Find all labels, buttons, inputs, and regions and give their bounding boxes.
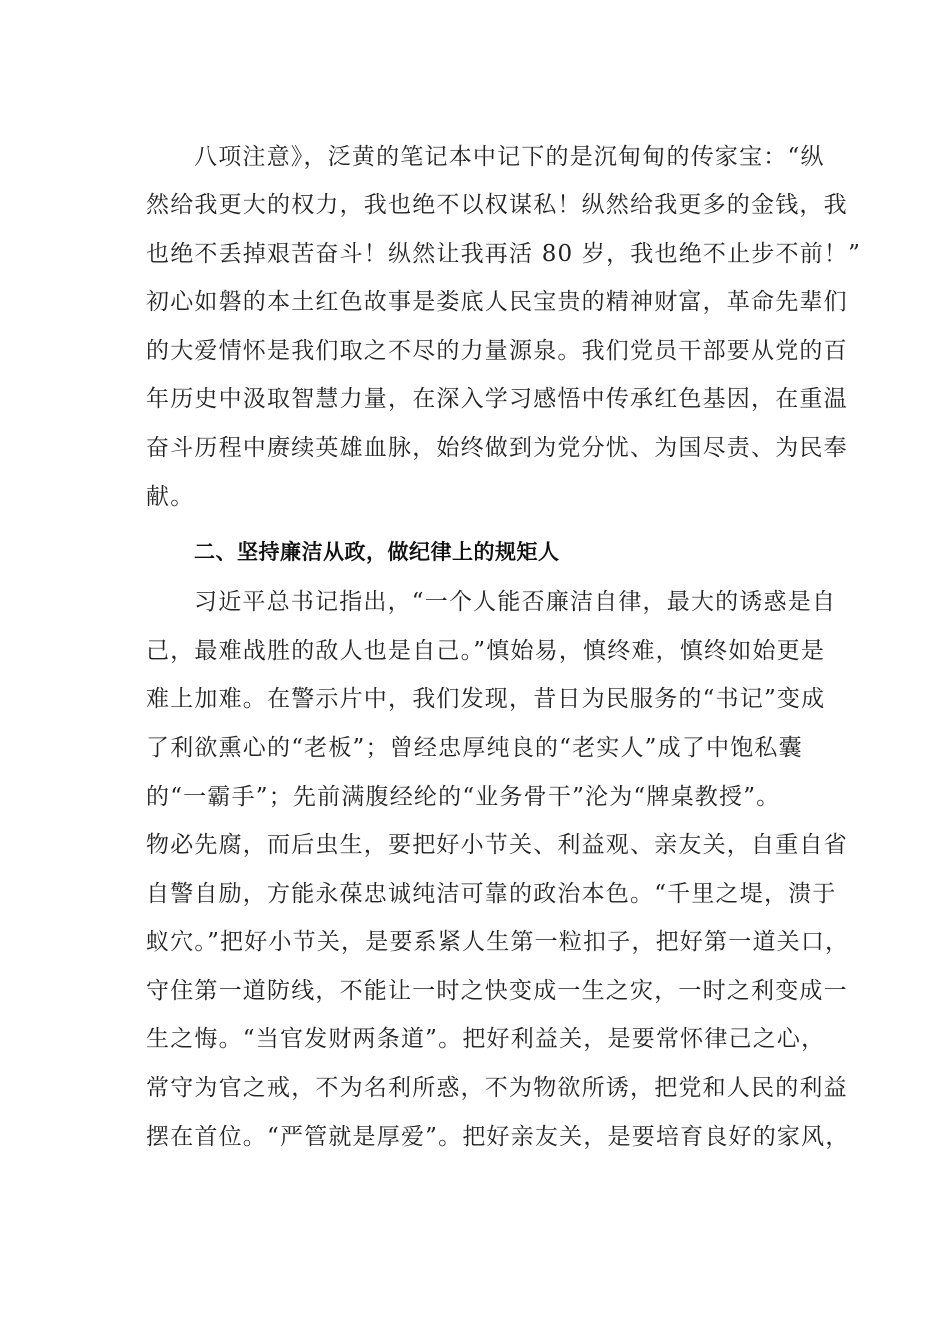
paragraph-1-line-4: 初心如磐的本土红色故事是娄底人民宝贵的精神财富，革命先辈们 — [146, 289, 848, 315]
paragraph-1-line-5: 的大爱情怀是我们取之不尽的力量源泉。我们党员干部要从党的百 — [146, 338, 848, 364]
paragraph-2-line-10: 生之悔。“当官发财两条道”。把好利益关，是要常怀律己之心， — [146, 1026, 826, 1052]
paragraph-1-line-6: 年历史中汲取智慧力量，在深入学习感悟中传承红色基因，在重温 — [146, 386, 848, 412]
paragraph-1-line-1: 八项注意》，泛黄的笔记本中记下的是沉甸甸的传家宝：“纵 — [194, 144, 825, 170]
paragraph-2-line-4: 了利欲熏心的“老板”；曾经忠厚纯良的“老实人”成了中饱私囊 — [146, 735, 803, 761]
paragraph-2-line-3: 难上加难。在警示片中，我们发现，昔日为民服务的“书记”变成 — [146, 686, 826, 712]
paragraph-1-line-8: 献。 — [146, 484, 195, 510]
section-heading-2: 二、坚持廉洁从政，做纪律上的规矩人 — [194, 540, 560, 564]
paragraph-2-line-2: 己，最难战胜的敌人也是自己。”慎始易，慎终难，慎终如始更是 — [146, 638, 826, 664]
paragraph-1-line-3: 也绝不丢掉艰苦奋斗！纵然让我再活 80 岁，我也绝不止步不前！” — [146, 241, 862, 267]
paragraph-2-line-5: 的“一霸手”；先前满腹经纶的“业务骨干”沦为“牌桌教授”。 — [146, 784, 781, 810]
paragraph-2-line-1: 习近平总书记指出，“一个人能否廉洁自律，最大的诱惑是自 — [194, 589, 837, 615]
paragraph-1-line-7: 奋斗历程中赓续英雄血脉，始终做到为党分忧、为国尽责、为民奉 — [146, 435, 848, 461]
paragraph-2-line-6: 物必先腐，而后虫生，要把好小节关、利益观、亲友关，自重自省 — [146, 832, 848, 858]
paragraph-1-line-2: 然给我更大的权力，我也绝不以权谋私！纵然给我更多的金钱，我 — [146, 192, 848, 218]
paragraph-2-line-12: 摆在首位。“严管就是厚爱”。把好亲友关，是要培育良好的家风， — [146, 1124, 850, 1150]
paragraph-2-line-11: 常守为官之戒，不为名利所惑，不为物欲所诱，把党和人民的利益 — [146, 1075, 848, 1101]
paragraph-2-line-8: 蚁穴。”把好小节关，是要系紧人生第一粒扣子，把好第一道关口， — [146, 929, 850, 955]
paragraph-2-line-9: 守住第一道防线，不能让一时之快变成一生之灾，一时之利变成一 — [146, 978, 848, 1004]
paragraph-2-line-7: 自警自励，方能永葆忠诚纯洁可靠的政治本色。“千里之堤，溃于 — [146, 881, 837, 907]
